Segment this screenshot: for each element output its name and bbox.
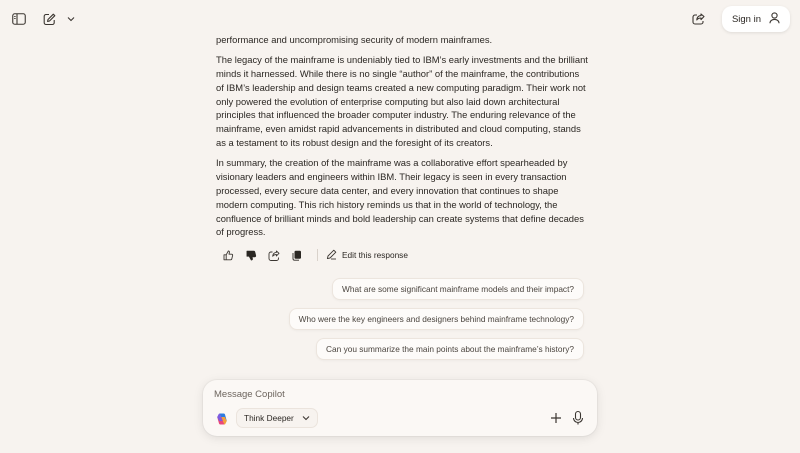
message-input[interactable] xyxy=(214,387,514,401)
sign-in-label: Sign in xyxy=(731,13,761,25)
topbar-right xyxy=(688,6,790,32)
response-text xyxy=(216,0,588,246)
sidebar-toggle-icon[interactable] xyxy=(8,8,30,30)
suggestion-chip[interactable]: Who were the key engineers and designers behind mainframe technology? xyxy=(289,308,584,330)
add-attachment-icon[interactable] xyxy=(549,411,563,425)
suggestion-chip[interactable]: Can you summarize the main points about the mainframe’s history? xyxy=(316,338,584,360)
response-paragraph: performance and uncompromising security of modern mainframes. xyxy=(216,34,493,45)
thumbs-down-icon[interactable] xyxy=(242,248,260,262)
copilot-logo-icon xyxy=(215,412,229,426)
response-paragraph: In summary, the creation of the mainframe was a collaborative effort spearheaded by visionary leaders and engineers within IBM. Their legacy is seen in every transaction processed, every secure data center, and every innovation that continues to shape modern computing. This rich history reminds us that in the world of technology, the confluence of brilliant minds and bold leadership can create systems that define decades of progress. xyxy=(216,157,584,238)
edit-icon xyxy=(326,249,337,262)
think-deeper-label: Think Deeper xyxy=(244,413,294,423)
think-deeper-button[interactable] xyxy=(236,408,318,428)
edit-response-label: Edit this response xyxy=(342,250,408,260)
copy-icon[interactable] xyxy=(288,248,306,262)
chevron-down-icon[interactable] xyxy=(64,9,78,29)
suggestions-list xyxy=(289,278,584,360)
divider xyxy=(317,249,318,261)
chevron-down-icon xyxy=(302,413,310,423)
response-paragraph: The legacy of the mainframe is undeniably tied to IBM’s early investments and the brilliant minds it harnessed. While there is no single “author” of the mainframe, the contributions of IBM’s leadership and design teams created a new computing paradigm. Their work not only powered the evolution of enterprise computing but also laid down architectural principles that influenced the broader computer industry. The enduring relevance of the mainframe, even amidst rapid advancements in distributed and cloud computing, stands as a testament to its robust design and the foresight of its creators. xyxy=(216,54,588,149)
thumbs-up-icon[interactable] xyxy=(219,248,237,262)
suggestion-chip[interactable]: What are some significant mainframe models and their impact? xyxy=(332,278,584,300)
edit-response-button[interactable] xyxy=(326,249,408,262)
sign-in-button[interactable] xyxy=(722,6,790,32)
person-icon xyxy=(769,12,780,27)
topbar-left xyxy=(8,8,78,30)
share-response-icon[interactable] xyxy=(265,248,283,262)
response-actions xyxy=(219,248,408,262)
message-composer xyxy=(203,380,597,436)
microphone-icon[interactable] xyxy=(571,410,585,426)
compose-icon[interactable] xyxy=(38,8,60,30)
share-icon[interactable] xyxy=(688,8,710,30)
